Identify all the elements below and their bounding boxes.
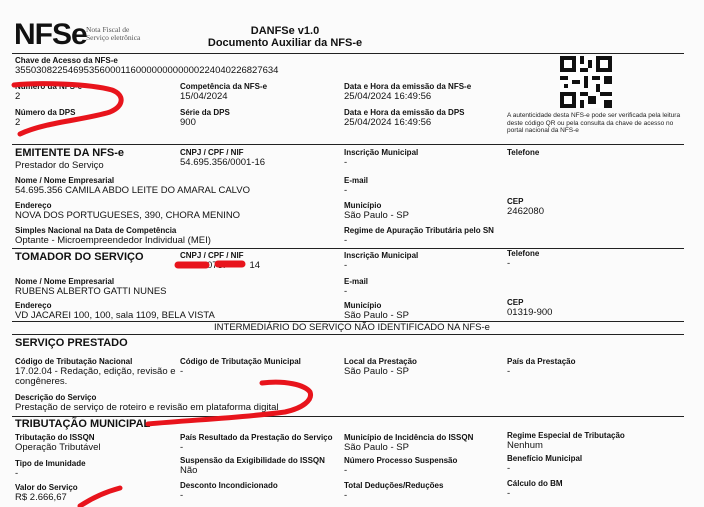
marker-stroke-valor	[80, 488, 120, 506]
cnpj-fragment-2: 14	[249, 260, 261, 271]
competencia-value: 15/04/2024	[180, 91, 228, 102]
suspensao-value: Não	[180, 465, 198, 476]
valor-servico-value: R$ 2.666,67	[15, 492, 67, 503]
mun-incidencia-label: Município de Incidência do ISSQN	[344, 433, 474, 442]
divider	[12, 53, 684, 54]
tomador-im-value: -	[344, 260, 348, 271]
local-prestacao-label: Local da Prestação	[344, 357, 417, 366]
nfse-logo: NFSe	[14, 18, 87, 51]
competencia-label: Competência da NFS-e	[180, 82, 268, 91]
tomador-im-label: Inscrição Municipal	[344, 251, 419, 260]
cod-nacional-label: Código de Tributação Nacional	[15, 357, 133, 366]
regime-especial-value: Nenhum	[507, 440, 543, 451]
numero-dps-label: Número da DPS	[15, 108, 76, 117]
tipo-imunidade-value: -	[15, 468, 19, 479]
tomador-email-label: E-mail	[344, 277, 369, 286]
pais-prestacao-label: País da Prestação	[507, 357, 576, 366]
cnpj-fragment-1: 073.	[207, 260, 226, 271]
title-name: Documento Auxiliar da NFS-e	[207, 37, 363, 49]
emitente-email-label: E-mail	[344, 176, 369, 185]
serie-dps-value: 900	[180, 117, 196, 128]
cod-municipal-value: -	[180, 366, 184, 377]
chave-label: Chave de Acesso da NFS-e	[15, 56, 118, 65]
logo-subtitle	[86, 26, 140, 42]
emitente-nome-label: Nome / Nome Empresarial	[15, 176, 115, 185]
emitente-title: EMITENTE DA NFS-e	[15, 147, 124, 159]
emissao-nfse-value: 25/04/2024 16:49:56	[344, 91, 432, 102]
calculo-bm-label: Cálculo do BM	[507, 479, 563, 488]
local-prestacao-value: São Paulo - SP	[344, 366, 409, 377]
descricao-servico-value: Prestação de serviço de roteiro e revisão em plataforma digital	[15, 402, 279, 413]
pais-resultado-label: País Resultado da Prestação do Serviço	[180, 433, 333, 442]
simples-label: Simples Nacional na Data de Competência	[15, 226, 177, 235]
tomador-telefone-label: Telefone	[507, 249, 540, 258]
logo-subtitle-line-2: Serviço eletrônica	[86, 33, 141, 42]
pais-resultado-value: -	[180, 442, 184, 453]
mun-incidencia-value: São Paulo - SP	[344, 442, 409, 453]
tomador-cnpj-value	[180, 260, 260, 271]
tomador-endereco-label: Endereço	[15, 301, 52, 310]
serie-dps-label: Série da DPS	[180, 108, 230, 117]
processo-suspensao-label: Número Processo Suspensão	[344, 456, 458, 465]
qr-verification-note: A autenticidade desta NFS-e pode ser verificada pela leitura deste código QR ou pela consulta da chave de acesso no portal nacional da NFS-e	[507, 112, 681, 134]
cod-nacional-value-line-1: 17.02.04 - Redação, edição, revisão e	[15, 366, 176, 377]
emissao-nfse-label: Data e Hora da emissão da NFS-e	[344, 82, 472, 91]
simples-value: Optante - Microempreendedor Individual (MEI)	[15, 235, 211, 246]
regime-especial-label: Regime Especial de Tributação	[507, 431, 625, 440]
numero-dps-value: 2	[15, 117, 21, 128]
tomador-endereco-value: VD JACAREI 100, 100, sala 1109, BELA VISTA	[15, 310, 215, 321]
intermediario-banner: INTERMEDIÁRIO DO SERVIÇO NÃO IDENTIFICADO NA NFS-e	[214, 322, 490, 333]
desconto-label: Desconto Incondicionado	[180, 481, 278, 490]
emitente-email-value: -	[344, 185, 348, 196]
tomador-title: TOMADOR DO SERVIÇO	[15, 251, 144, 263]
divider	[12, 416, 684, 417]
emitente-nome-value: 54.695.356 CAMILA ABDO LEITE DO AMARAL CALVO	[15, 185, 250, 196]
divider	[12, 334, 684, 335]
emissao-dps-label: Data e Hora da emissão da DPS	[344, 108, 465, 117]
trib-issqn-label: Tributação do ISSQN	[15, 433, 95, 442]
tomador-telefone-value: -	[507, 258, 511, 269]
tomador-cnpj-label: CNPJ / CPF / NIF	[180, 251, 244, 260]
beneficio-label: Benefício Municipal	[507, 454, 583, 463]
emitente-endereco-value: NOVA DOS PORTUGUESES, 390, CHORA MENINO	[15, 210, 241, 221]
numero-nfse-label: Número da NFS-e	[15, 82, 83, 91]
document-title	[180, 25, 390, 49]
beneficio-value: -	[507, 463, 511, 474]
chave-value: 35503082254695356000116000000000000224040226827634	[15, 65, 279, 76]
emitente-cnpj-label: CNPJ / CPF / NIF	[180, 148, 244, 157]
emitente-telefone-label: Telefone	[507, 148, 540, 157]
valor-servico-label: Valor do Serviço	[15, 483, 78, 492]
qr-code-icon	[560, 56, 612, 108]
servico-title: SERVIÇO PRESTADO	[15, 337, 128, 349]
emitente-municipio-value: São Paulo - SP	[344, 210, 409, 221]
regime-sn-label: Regime de Apuração Tributária pelo SN	[344, 226, 494, 235]
numero-nfse-value: 2	[15, 91, 21, 102]
emitente-cnpj-value: 54.695.356/0001-16	[180, 157, 266, 168]
divider	[12, 248, 684, 249]
emitente-municipio-label: Município	[344, 201, 382, 210]
emitente-im-label: Inscrição Municipal	[344, 148, 419, 157]
pais-prestacao-value: -	[507, 366, 511, 377]
cod-municipal-label: Código de Tributação Municipal	[180, 357, 301, 366]
tomador-municipio-label: Município	[344, 301, 382, 310]
title-version: DANFSe v1.0	[250, 25, 320, 37]
deducoes-value: -	[344, 490, 348, 501]
suspensao-label: Suspensão da Exigibilidade do ISSQN	[180, 456, 325, 465]
tomador-cep-label: CEP	[507, 298, 524, 307]
divider	[12, 144, 684, 145]
logo-subtitle-line-1: Nota Fiscal de	[86, 25, 130, 34]
tipo-imunidade-label: Tipo de Imunidade	[15, 459, 86, 468]
cod-nacional-value-line-2: congêneres.	[15, 376, 68, 387]
emitente-subtitle: Prestador do Serviço	[15, 160, 104, 171]
tomador-nome-label: Nome / Nome Empresarial	[15, 277, 115, 286]
emitente-endereco-label: Endereço	[15, 201, 52, 210]
tomador-nome-value: RUBENS ALBERTO GATTI NUNES	[15, 286, 167, 297]
regime-sn-value: -	[344, 235, 348, 246]
calculo-bm-value: -	[507, 488, 511, 499]
emitente-cep-value: 2462080	[507, 206, 544, 217]
deducoes-label: Total Deduções/Reduções	[344, 481, 444, 490]
trib-issqn-value: Operação Tributável	[15, 442, 101, 453]
emitente-im-value: -	[344, 157, 348, 168]
emitente-cep-label: CEP	[507, 197, 524, 206]
descricao-servico-label: Descrição do Serviço	[15, 393, 97, 402]
tomador-email-value: -	[344, 286, 348, 297]
desconto-value: -	[180, 490, 184, 501]
processo-suspensao-value: -	[344, 465, 348, 476]
emissao-dps-value: 25/04/2024 16:49:56	[344, 117, 432, 128]
tomador-municipio-value: São Paulo - SP	[344, 310, 409, 321]
tributacao-title: TRIBUTAÇÃO MUNICIPAL	[15, 418, 151, 430]
tomador-cep-value: 01319-900	[507, 307, 553, 318]
